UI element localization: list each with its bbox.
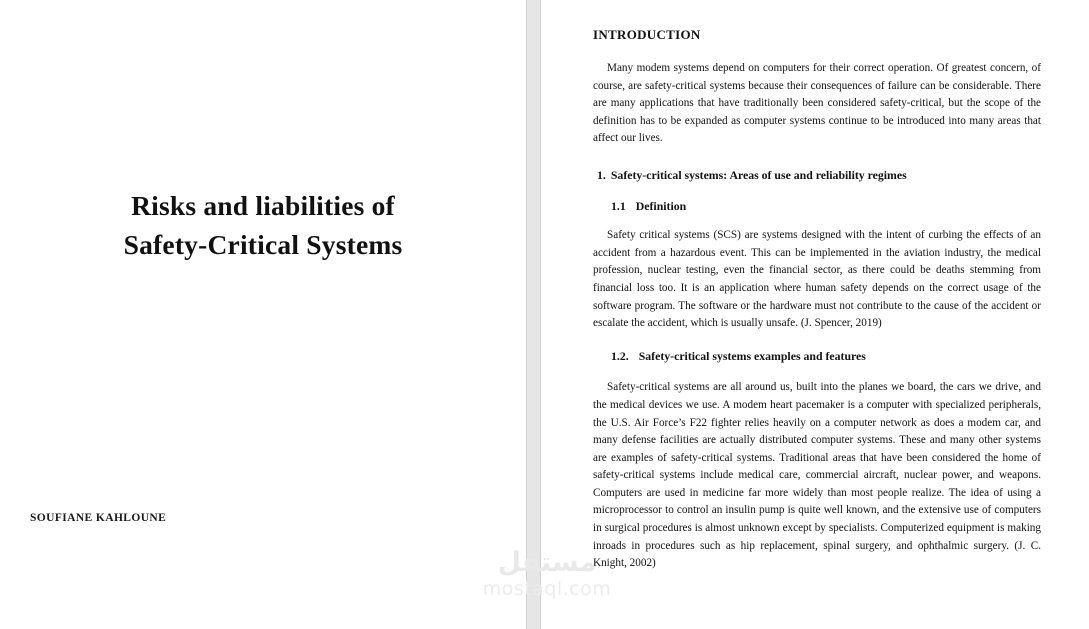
spacer — [593, 43, 1041, 60]
title-block — [0, 186, 526, 264]
author-name: SOUFIANE KAHLOUNE — [30, 512, 167, 524]
heading-1-text: Safety-critical systems: Areas of use and reliability regimes — [610, 167, 907, 182]
heading-1 — [593, 167, 1041, 185]
watermark-domain-text: mostaql.com — [482, 578, 612, 600]
spacer — [593, 185, 1041, 198]
definition-paragraph: Safety critical systems (SCS) are systems designed with the intent of curbing the effects of an accident from a hazardous event. This can be implemented in the aviation industry, the medical profession, nuclear testing, even the financial sector, as there could be deaths stemming from financial loss too. It is an application where human safety depends on the correct usage of the software program. The software or the hardware must not contribute to the cause of the accident or escalate the accident, which is usually unsafe. (J. Spencer, 2019) — [593, 229, 1041, 330]
heading-1-2-number: 1.2. — [611, 348, 629, 363]
heading-1-number: 1. — [597, 167, 606, 182]
spacer — [593, 215, 1041, 227]
heading-1-1 — [593, 198, 1041, 216]
document-title-line-2: Safety-Critical Systems — [123, 229, 403, 260]
page-gutter-divider — [526, 0, 541, 629]
introduction-heading: INTRODUCTION — [593, 27, 701, 42]
introduction-paragraph: Many modem systems depend on computers for their correct operation. Of greatest concern, of course, are safety-critical systems because their consequences of failure can be considerable. There are many applications that have traditionally been considered safety-critical, but the scope of the definition has to be expanded as computer systems continue to be introduced into many areas that affect our lives. — [593, 62, 1041, 145]
spacer — [593, 365, 1041, 379]
title-page — [0, 0, 526, 629]
heading-1-1-text: Definition — [635, 198, 687, 213]
examples-and-features-paragraph: Safety-critical systems are all around us, built into the planes we board, the cars we drive, and the medical devices we use. A modem heart pacemaker is a computer with specialized peripherals, the U.S. Air Force’s F22 fighter relies heavily on a computer network as does a modem car, and many defense facilities are actually distributed computer systems. These and many other systems are examples of safety-critical systems. Traditional areas that have been considered the home of safety-critical systems include medical care, commercial aircraft, nuclear power, and weapons. Computers are used in medicine far more widely than most people realize. The idea of using a microprocessor to control an insulin pump is quite well known, and the extensive use of computers in surgical procedures is almost unknown except by specialists. Computerized equipment is making inroads in procedures such as hip replacement, spinal surgery, and ophthalmic surgery. (J. C. Knight, 2002) — [593, 381, 1041, 570]
spacer — [593, 148, 1041, 167]
heading-1-1-number: 1.1 — [611, 198, 626, 213]
heading-1-2-text: Safety-critical systems examples and features — [638, 348, 866, 363]
body-page — [541, 0, 1089, 629]
watermark-arabic-text: مستقل — [497, 547, 597, 578]
spacer — [593, 333, 1041, 348]
heading-1-2 — [593, 348, 1041, 366]
document-title-line-1: Risks and liabilities of — [131, 190, 395, 221]
body-column — [593, 26, 1041, 573]
